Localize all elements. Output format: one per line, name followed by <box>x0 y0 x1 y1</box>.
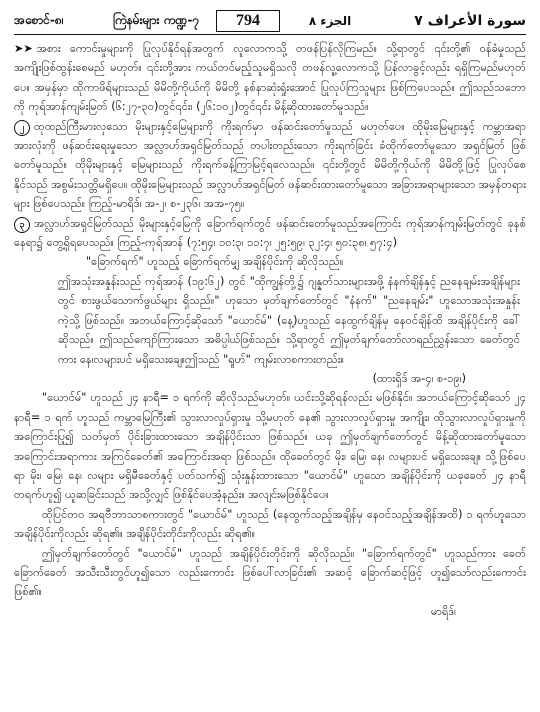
book-title: ကြဲနမ်းများ ကဏ္ဍ-၇ <box>112 13 200 27</box>
footnote-2-text: ထုထည်ကြီးမားလှသော မိုးများနှင့်မြေများကို ကိုးရက်မှာ ဖန်ဆင်းတော်မူသည် မဟုတ်ပေ။ ထိုမိုးမြေများနှင့် ကမ္ဘာအရာအားလုံးကို ဖန်ဆင်းရေးမှုသော အလ္လာဟ်အရှင်မြတ်သည် တပါးတည်းသော ကိုးရက်ခြင်း ခံထိုက်တော်မူသော အရှင်မြတ် ဖြစ်တော်မူသည်။ ထိုမိုးများနှင့် မြေများသည် ကိုးရက်ခန့်ကြာမြင့်ရလေသည်။ ၎င်းတို့တွင် မိမိတို့ကိုယ်ကို မိမိတို့ဖြင့် ပြုလုပ်စေနိုင်သည် အစွမ်းသတ္တိမရှိပေ။ ထိုမိုးမြေများသည် အလ္လာဟ်အရှင်မြတ် ဖန်ဆင်းထားတော်မူသော အခြားအရာများသော အမှန်တရားများ ဖြစ်ပေသည်။ ကြည့်-မာရိဒ်၊ အ-၂၊ စ-၂၃၆၊ အအ-၇၅။ <box>14 119 526 211</box>
footnote-number-3: ၃ <box>14 217 30 233</box>
paragraph-six-days: ဤမှတ်ချက်တော်တွင် "ယောင်မ်" ဟူသည် အချိန်ပိုင်းတိုင်းကို ဆိုလိုသည်။ "ခြောက်ရက်တွင်" ဟူသည်ကား ခေတ်ခြောက်ခေတ် အသီးသီးတွင်ဟူ၍သော လည်းကောင်း ဖြစ်ပေါ်လာခြင်း၏ အဆင့် ခြောက်ဆင့်ဖြင့် ဟူ၍သော်လည်းကောင်း ဖြစ်၏။ <box>14 546 526 599</box>
surah-title: سورة الأعراف ٧ <box>414 13 526 29</box>
footnote-3 <box>14 214 526 253</box>
juz-label: الجزء ٨ <box>308 14 352 28</box>
page-header <box>14 8 526 34</box>
citation: (ထားရှိဒ် အ-၄၊ စ-၁၉၊) <box>372 371 466 385</box>
quoted-note-2: ဤအသုံးအနှုန်းသည် ကုရ်အာန် (၁၉:၆၂) တွင် "ထိုကျွန်တို့၌ ဂျန္နတ်သားများအဖို့ နံနက်ချိန်နှင့် ညနေချမ်းအချိန်များတွင် စားဖွယ်သောက်ဖွယ်များ ရှိသည်။" ဟုသော မှတ်ချက်တော်တွင် "နံနက်" "ညနေချမ်း" ဟူသောအသုံးအနှုန်းကဲ့သို့ ဖြစ်သည်။ အဘယ်ကြောင့်ဆိုသော် "ယောင်မ်" (နေ့)ဟူသည် နေထွက်ချိန်မှ နေဝင်ချိန်ထိ အချိန်ပိုင်းကို ခေါ်ဆိုသည်။ ဤသည်ကျော်ကြားသော အဓိပ္ပါယ်ဖြစ်သည်။ သို့ရာတွင် ဤမှတ်ချက်တော်လာရည်ညွှန်းသော ခေတ်တွင်ကား နေ၊လများပင် မရှိသေးချေ။ဤသည် "ရူဟ်" ကျမ်းလာစကားတည်း။ <box>58 274 520 366</box>
source-signature: မာရိဒ်၊ <box>430 604 456 618</box>
footnote-1 <box>14 39 526 117</box>
footnote-1-text: အစား ကောင်းမှုများကို ပြုလုပ်နိုင်ရန်အတွက် လူလောကသို့ တဖန်ပြန်လိုကြမည်။ သို့ရာတွင် ၎င်းတို့၏ ဝန်ခံမှုသည် အကျိုးဖြစ်ထွန်းစေမည် မဟုတ်။ ၎င်းတို့အား ကယ်တင်မည့်သူမရှိသလို တဖန်လူ့လောကသို့ ပြန်လာခွင့်လည်း ရရှိကြမည်မဟုတ်ပေ။ အမှန်မှာ ထိုကာဖိရ်များသည် မိမိတို့ကိုယ်ကို မိမိတို့ နစ်နာဆုံးရှုံးအောင် ပြုလုပ်ကြသူများ ဖြစ်ကြပေသည်။ ဤသည်သဘောကို ကုရ်အာန်ကျမ်းမြတ် (၆:၂၇-၃၀)တွင်၎င်း၊ (၂၆:၁၀၂)တွင်၎င်း မိန့်ဆိုထားတော်မူသည်။ <box>14 42 526 114</box>
paragraph-arabic-meaning: ထိုပြင်တဝ အရဗီဘာသာစကားတွင် "ယောင်မ်" ဟူသည် (နေထွက်သည့်အချိန်မှ နေဝင်သည့်အချိန်အထိ) ၁ ရက်ဟူသော အချိန်ပိုင်းကိုလည်း ဆိုရ၏။ အချိန်ပိုင်းတိုင်းကိုလည်း ဆိုရ၏။ <box>14 507 526 541</box>
footnote-3-text: အလ္လာဟ်အရှင်မြတ်သည် မိုးများနှင့်မြေကို ခြောက်ရက်တွင် ဖန်ဆင်းတော်မူသည်အကြောင်း ကုရ်အာန်ကျမ်းမြတ်တွင် ခုနစ်နေရာ၌ တွေ့ရှိရပေသည်။ ကြည့်-ကုရ်အာန် (၇:၅၄၊ ၁၀:၃၊ ၁၁:၇၊ ၂၅:၅၉၊ ၃၂:၄၊ ၅၀:၃၈၊ ၅၇:၄) <box>14 216 526 250</box>
footnote-number-2: ၂ <box>14 120 30 136</box>
paragraph-yaum: "ယောင်မ်" ဟူသည် ၂၄ နာရီ= ၁ ရက်ကို ဆိုလိုသည်မဟုတ်။ ယင်းသို့ဆိုရန်လည်း မဖြစ်နိုင်။ အဘယ်ကြောင့်ဆိုသော် ၂၄ နာရီ= ၁ ရက် ဟူသည် ကမ္ဘာမြေကြီး၏ သွားလာလှုပ်ရှားမှု သို့မဟုတ် နေ၏ သွားလာလှုပ်ရှားမှု အကျိုး၊ ထိုသွားလာလှုပ်ရှားမှုကို အကြောင်းပြု၍ သတ်မှတ် ပိုင်းခြားထားသော အချိန်ပိုင်းသာ ဖြစ်သည်။ ယခု ဤမှတ်ချက်တော်တွင် မိန့်ဆိုထားတော်မူသော အကြောင်းအရာကား အကြင်ခေတ်၏ အကြောင်းအရာ ဖြစ်သည်။ ထိုခေတ်တွင် မိုး၊ မြေ၊ နေ၊ လများပင် မရှိသေးချေ။ သို့ဖြစ်ပေရာ မိုး၊ မြေ၊ နေ၊ လများ မရှိမီခေတ်နှင့် ပတ်သက်၍ သုံးနှုန်းထားသော "ယောင်မ်" ဟူသော အချိန်ပိုင်းကို ယခုခေတ် ၂၄ နာရီ တရက်ဟူ၍ ယူဆခြင်းသည် အသို့လျှင် ဖြစ်နိုင်ပေအံ့နည်း။ အလျင်းမဖြစ်နိုင်ပေ။ <box>14 391 526 502</box>
continuation-marker: ➤➤ <box>14 42 33 55</box>
section-label: အစောင်-၈၊ <box>14 13 64 27</box>
page-number-box: 794 <box>216 10 280 32</box>
footnote-2 <box>14 117 526 214</box>
page-body <box>14 39 526 621</box>
header-rule <box>14 34 526 35</box>
quoted-note-1: "ခြောက်ရက်" ဟူသည့် ခြောက်ရက်မျှ အချိန်ပိုင်းကို ဆိုလိုသည်။ <box>86 255 344 269</box>
